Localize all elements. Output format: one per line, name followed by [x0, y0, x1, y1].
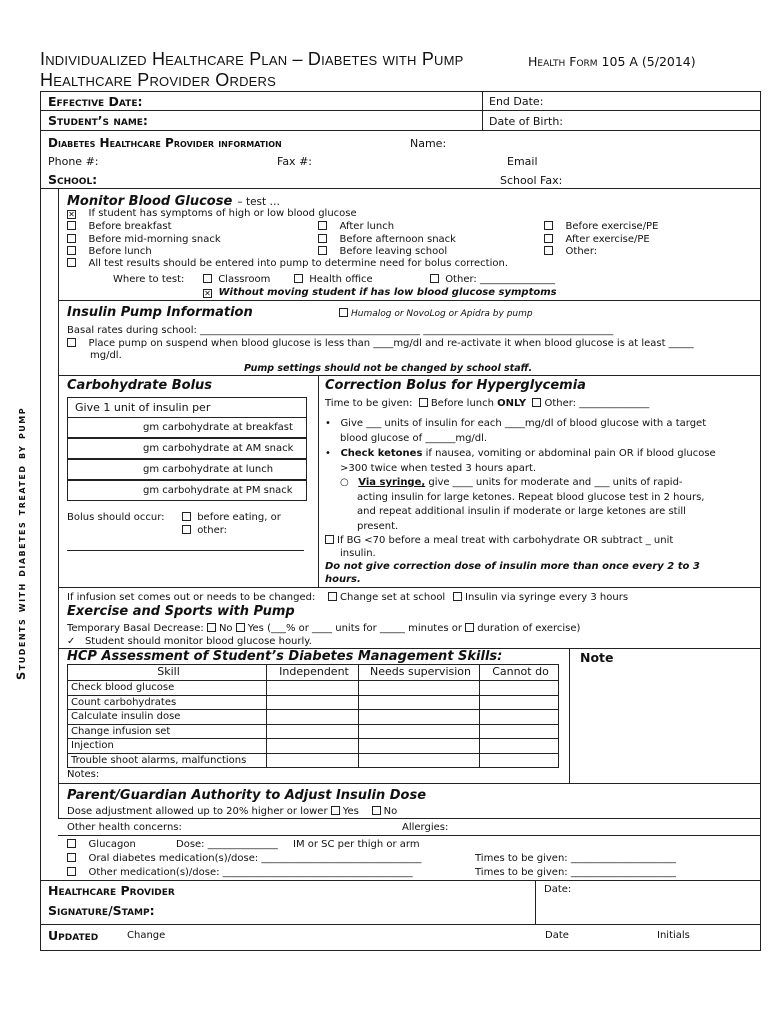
monitor-col3: Before exercise/PE After exercise/PE Other:: [544, 221, 658, 259]
bolus-occur-label: Bolus should occur:: [67, 512, 165, 523]
skill-check-cell[interactable]: [358, 680, 480, 696]
provider-name-label: Name:: [410, 137, 447, 150]
correction-time-row: Time to be given: Before lunch ONLY Other: ______________: [325, 398, 650, 409]
update-date-label: Date: [545, 930, 569, 941]
temp-basal-row: Temporary Basal Decrease: No Yes (___% or ____ units for _____ minutes or duration of exercise): [67, 623, 581, 634]
via-syringe: ○ Via syringe, give ____ units for moderate and ___ units of rapid- acting insulin for large ketones. Repeat blood glucose test in 2 hours, and repeat additional insulin if moderate or large ketones are still present.: [340, 477, 705, 532]
form-id: Health Form 105 A (5/2014): [528, 54, 696, 69]
suspend-unit: mg/dl.: [90, 350, 122, 361]
skill-check-cell[interactable]: [358, 709, 480, 725]
skill-name-cell: Check blood glucose: [67, 680, 267, 696]
skill-check-cell[interactable]: [479, 680, 559, 696]
before-afternoon-snack-checkbox[interactable]: [318, 234, 327, 243]
skill-check-cell[interactable]: [266, 709, 359, 725]
symptoms-checkbox[interactable]: [67, 210, 76, 219]
monitor-col1: Before breakfast Before mid-morning snack Before lunch: [67, 221, 221, 259]
end-date-label: End Date:: [489, 95, 544, 108]
classroom-option[interactable]: Classroom: [203, 274, 270, 285]
pump-title: Insulin Pump Information: [67, 305, 253, 320]
dob-label: Date of Birth:: [489, 115, 564, 128]
checkmark-icon: ✓: [67, 636, 76, 647]
before-exercise-checkbox[interactable]: [544, 221, 553, 230]
monitor-title: Monitor Blood Glucose – test …: [67, 194, 280, 209]
where-to-test-row: Where to test:: [113, 274, 185, 285]
skill-name-cell: Count carbohydrates: [67, 695, 267, 711]
basal-rates: Basal rates during school: ____________________________________________ ______________________________________: [67, 325, 614, 336]
temp-basal-yes-checkbox[interactable]: [236, 623, 245, 632]
carb-row-breakfast[interactable]: gm carbohydrate at breakfast: [67, 417, 307, 438]
monitor-hourly: ✓ Student should monitor blood glucose hourly.: [67, 636, 312, 647]
school-fax-label: School Fax:: [500, 174, 563, 187]
skill-check-cell[interactable]: [358, 753, 480, 769]
header-independent: Independent: [266, 664, 359, 681]
syringe-every-3h-option[interactable]: Insulin via syringe every 3 hours: [453, 592, 628, 603]
skill-name-cell: Trouble shoot alarms, malfunctions: [67, 753, 267, 769]
before-eating-option[interactable]: before eating, or: [182, 512, 281, 523]
im-sc-label: IM or SC per thigh or arm: [293, 839, 420, 850]
dose-adj-no-checkbox[interactable]: [372, 806, 381, 815]
glucagon-row[interactable]: Glucagon: [67, 839, 136, 850]
skill-name-cell: Change infusion set: [67, 724, 267, 740]
give-unit-cell: Give 1 unit of insulin per: [67, 397, 307, 418]
before-leaving-school-checkbox[interactable]: [318, 246, 327, 255]
other-health-label: Other health concerns:: [67, 822, 182, 833]
health-office-option[interactable]: Health office: [294, 274, 373, 285]
parent-title: Parent/Guardian Authority to Adjust Insulin Dose: [67, 788, 427, 803]
before-lunch-only-checkbox[interactable]: [419, 398, 428, 407]
pump-settings-note: Pump settings should not be changed by school staff.: [244, 363, 533, 374]
fax-label: Fax #:: [277, 155, 312, 168]
without-moving-option[interactable]: ✕ Without moving student if has low blood glucose symptoms: [203, 287, 557, 298]
before-lunch-checkbox[interactable]: [67, 246, 76, 255]
skill-check-cell[interactable]: [266, 695, 359, 711]
duration-checkbox[interactable]: [465, 623, 474, 632]
correction-other-checkbox[interactable]: [532, 398, 541, 407]
all-results-checkbox[interactable]: [67, 258, 76, 267]
skill-check-cell[interactable]: [479, 724, 559, 740]
skill-check-cell[interactable]: [479, 709, 559, 725]
symptoms-row[interactable]: ✕ If student has symptoms of high or low blood glucose: [67, 208, 357, 219]
correction-warning: Do not give correction dose of insulin more than once every 2 to 3 hours.: [325, 561, 700, 585]
after-lunch-checkbox[interactable]: [318, 221, 327, 230]
phone-label: Phone #:: [48, 155, 99, 168]
skill-name-cell: Injection: [67, 738, 267, 754]
insulin-type-option[interactable]: Humalog or NovoLog or Apidra by pump: [339, 308, 533, 319]
skill-check-cell[interactable]: [358, 724, 480, 740]
other-location-option[interactable]: Other: _______________: [430, 274, 555, 285]
all-results-row[interactable]: All test results should be entered into pump to determine need for bolus correction.: [67, 258, 508, 269]
other-meds-times: Times to be given: _____________________: [475, 867, 676, 878]
skill-check-cell[interactable]: [266, 724, 359, 740]
before-breakfast-checkbox[interactable]: [67, 221, 76, 230]
header-cannot-do: Cannot do: [479, 664, 559, 681]
hcp-label: Healthcare Provider: [48, 883, 175, 898]
updated-label: Updated: [48, 928, 99, 943]
header-needs-supervision: Needs supervision: [358, 664, 480, 681]
carb-bolus-title: Carbohydrate Bolus: [67, 378, 213, 393]
carb-row-pm-snack[interactable]: gm carbohydrate at PM snack: [67, 480, 307, 501]
initials-label: Initials: [657, 930, 690, 941]
effective-date-label: Effective Date:: [48, 94, 143, 109]
student-name-label: Student’s name:: [48, 113, 148, 128]
bg70-row[interactable]: If BG <70 before a meal treat with carbohydrate OR subtract _ unit insulin.: [325, 534, 673, 560]
other-time-checkbox[interactable]: [544, 246, 553, 255]
form-title: Individualized Healthcare Plan – Diabetes with Pump: [40, 49, 464, 69]
skill-check-cell[interactable]: [358, 695, 480, 711]
skill-check-cell[interactable]: [266, 680, 359, 696]
suspend-row[interactable]: Place pump on suspend when blood glucose is less than ____mg/dl and re-activate it when blood glucose is at least _____: [67, 338, 694, 349]
email-label: Email: [507, 155, 538, 168]
after-exercise-checkbox[interactable]: [544, 234, 553, 243]
side-label: Students with diabetes treated by pump: [14, 406, 28, 680]
notes-label: Notes:: [67, 769, 100, 780]
skill-check-cell[interactable]: [266, 738, 359, 754]
skill-check-cell[interactable]: [479, 753, 559, 769]
skill-check-cell[interactable]: [358, 738, 480, 754]
exercise-title: Exercise and Sports with Pump: [67, 604, 295, 619]
other-meds-row[interactable]: Other medication(s)/dose: ______________________________________: [67, 867, 413, 878]
oral-meds-row[interactable]: Oral diabetes medication(s)/dose: ________________________________: [67, 853, 421, 864]
allergies-label: Allergies:: [402, 822, 449, 833]
note-label: Note: [580, 650, 614, 665]
carb-row-am-snack[interactable]: gm carbohydrate at AM snack: [67, 438, 307, 459]
temp-basal-no-checkbox[interactable]: [207, 623, 216, 632]
skill-name-cell: Calculate insulin dose: [67, 709, 267, 725]
monitor-col2: After lunch Before afternoon snack Before leaving school: [318, 221, 456, 259]
glucagon-dose: Dose: ______________: [176, 839, 278, 850]
oral-times: Times to be given: _____________________: [475, 853, 676, 864]
skill-check-cell[interactable]: [479, 738, 559, 754]
school-label: School:: [48, 172, 98, 187]
assessment-title: HCP Assessment of Student’s Diabetes Management Skills:: [67, 649, 503, 664]
signature-label: Signature/Stamp:: [48, 903, 155, 918]
dose-adjustment-row: Dose adjustment allowed up to 20% higher or lower Yes No: [67, 806, 398, 817]
skill-check-cell[interactable]: [266, 753, 359, 769]
signature-date-label: Date:: [544, 884, 572, 895]
change-set-option[interactable]: Change set at school: [328, 592, 445, 603]
bolus-other-option[interactable]: other:: [182, 525, 227, 536]
skill-check-cell[interactable]: [479, 695, 559, 711]
dose-adj-yes-checkbox[interactable]: [331, 806, 340, 815]
carb-row-lunch[interactable]: gm carbohydrate at lunch: [67, 459, 307, 480]
provider-info-label: Diabetes Healthcare Provider information: [48, 136, 282, 150]
form-subtitle: Healthcare Provider Orders: [40, 70, 276, 90]
header-skill: Skill: [67, 664, 267, 681]
change-label: Change: [127, 930, 166, 941]
infusion-row: If infusion set comes out or needs to be changed:: [67, 592, 316, 603]
correction-give: • Give ___ units of insulin for each ____mg/dl of blood glucose with a target blood glucose of ______mg/dl. • Check ketones if nausea, vomiting or abdominal pain OR if blood glucose >300 twice when tested 3 hours apart.: [325, 418, 716, 474]
before-midmorning-checkbox[interactable]: [67, 234, 76, 243]
correction-title: Correction Bolus for Hyperglycemia: [325, 378, 586, 393]
